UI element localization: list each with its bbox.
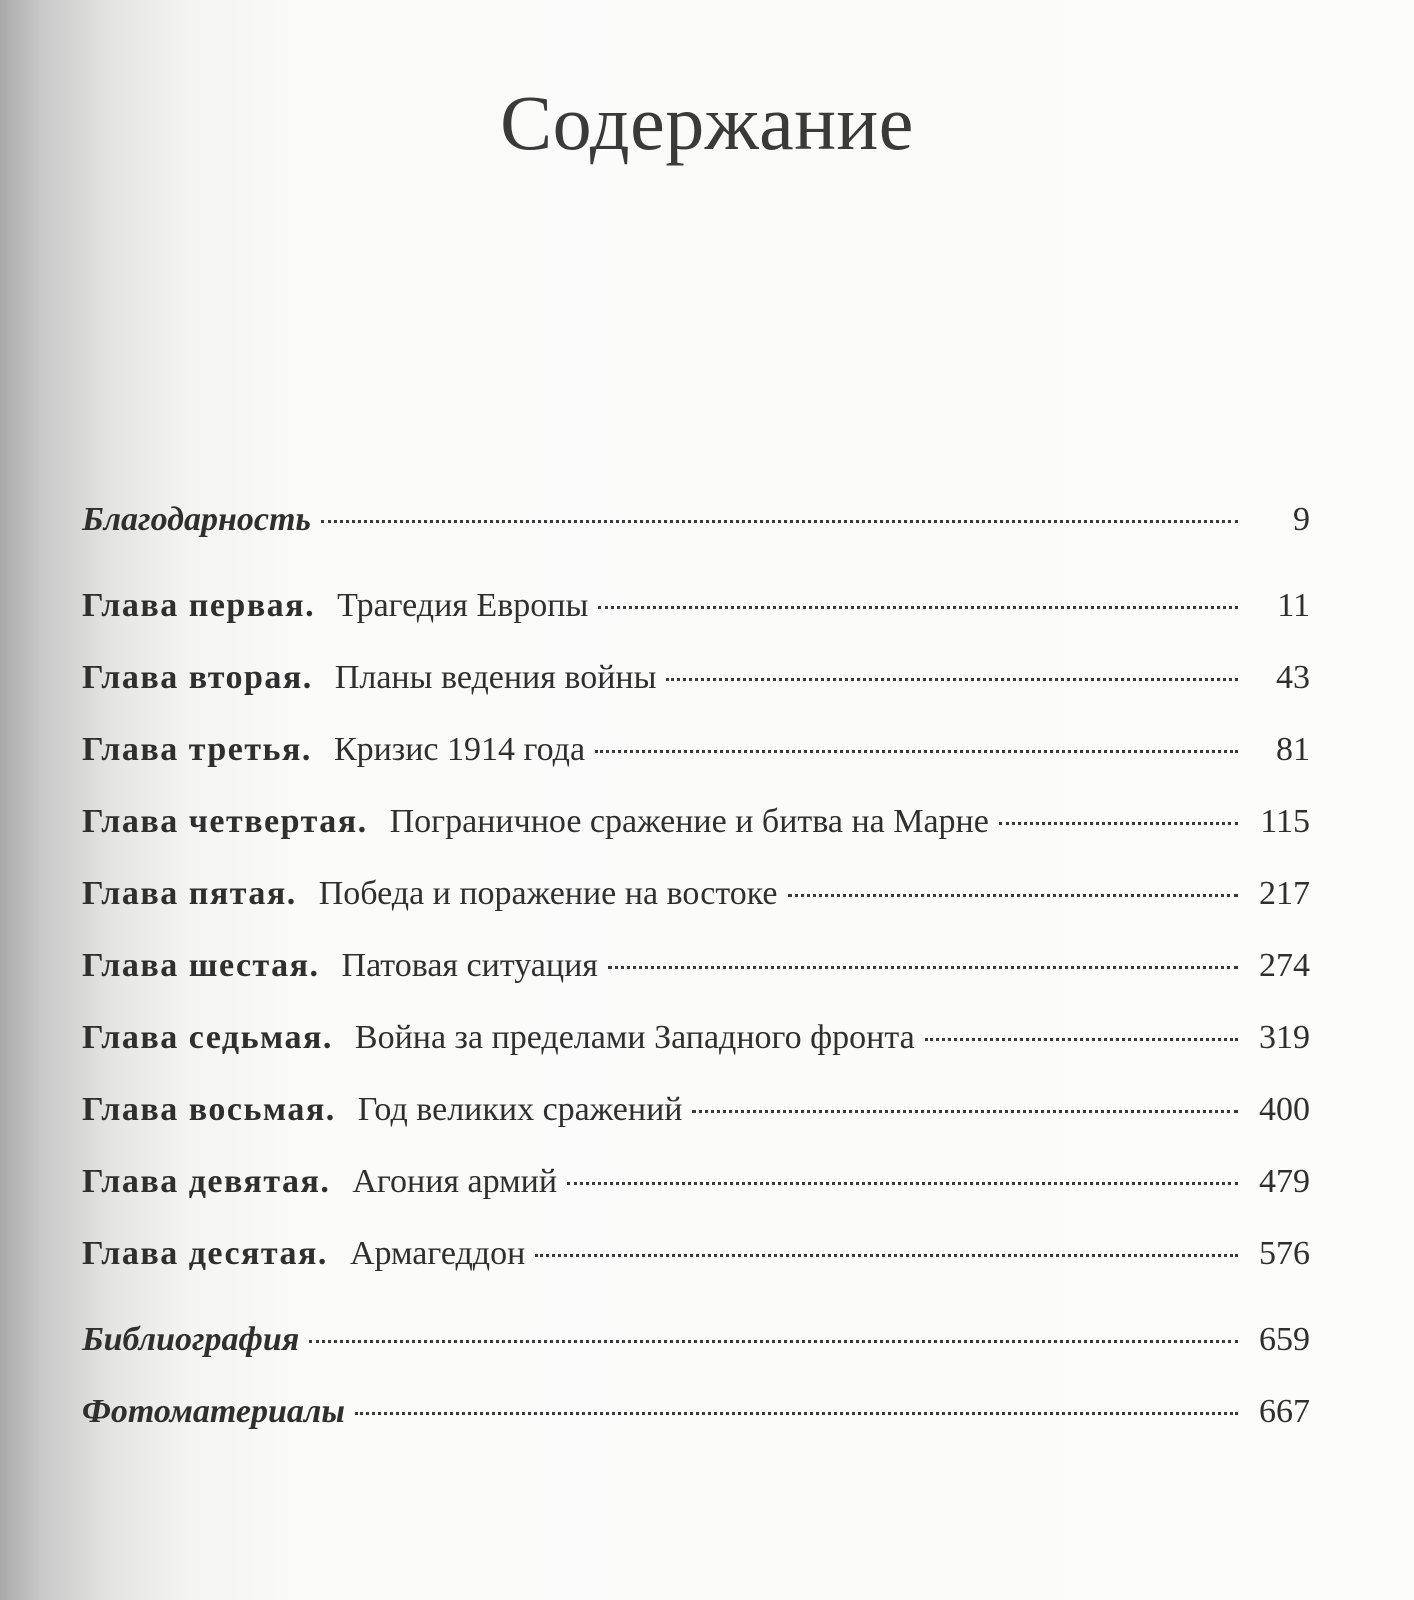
page-number: 659 [1259,1321,1310,1358]
entry-title: Фотоматериалы [82,1393,345,1430]
page-number: 43 [1276,659,1310,696]
chapter-title: Агония армий [352,1163,558,1200]
dot-leader [608,966,1238,969]
toc-entry-chapter-7[interactable] [82,1018,1310,1058]
chapter-label: Глава пятая. [82,875,297,912]
dot-leader [321,520,1238,523]
table-of-contents [82,500,1310,1464]
page-number: 479 [1259,1163,1310,1200]
page-number: 11 [1277,587,1310,624]
chapter-label: Глава шестая. [82,947,320,984]
toc-entry-photos[interactable] [82,1392,1310,1432]
toc-entry-chapter-9[interactable] [82,1162,1310,1202]
chapter-title: Планы ведения войны [334,659,657,696]
dot-leader [788,894,1239,897]
chapter-label: Глава восьмая. [82,1091,336,1128]
chapter-label: Глава третья. [82,731,312,768]
page-number: 400 [1259,1091,1310,1128]
chapter-title: Трагедия Европы [337,587,589,624]
chapter-label: Глава первая. [82,587,316,624]
page-number: 576 [1259,1235,1310,1272]
dot-leader [355,1412,1238,1415]
dot-leader [309,1340,1238,1343]
chapter-title: Армагеддон [349,1235,526,1272]
page-title: Содержание [500,79,914,166]
toc-entry-acknowledgements[interactable] [82,500,1310,540]
toc-entry-chapter-1[interactable] [82,586,1310,626]
page-number: 81 [1276,731,1310,768]
chapter-title: Год великих сражений [357,1091,683,1128]
entry-title: Библиография [82,1321,300,1358]
toc-entry-chapter-6[interactable] [82,946,1310,986]
toc-entry-chapter-4[interactable] [82,802,1310,842]
chapter-label: Глава десятая. [82,1235,328,1272]
dot-leader [535,1254,1238,1257]
toc-entry-bibliography[interactable] [82,1320,1310,1360]
toc-entry-chapter-3[interactable] [82,730,1310,770]
page-number: 9 [1293,501,1310,538]
page-number: 217 [1259,875,1310,912]
toc-entry-chapter-8[interactable] [82,1090,1310,1130]
chapter-title: Война за пределами Западного фронта [354,1019,915,1056]
dot-leader [595,750,1238,753]
page-number: 319 [1259,1019,1310,1056]
dot-leader [925,1038,1238,1041]
toc-entry-chapter-10[interactable] [82,1234,1310,1274]
chapter-label: Глава седьмая. [82,1019,333,1056]
page-number: 667 [1259,1393,1310,1430]
dot-leader [666,678,1238,681]
dot-leader [999,822,1238,825]
page-number: 274 [1259,947,1310,984]
toc-entry-chapter-5[interactable] [82,874,1310,914]
dot-leader [567,1182,1238,1185]
page-number: 115 [1260,803,1310,840]
chapter-label: Глава девятая. [82,1163,331,1200]
dot-leader [692,1110,1238,1113]
dot-leader [598,606,1238,609]
toc-entry-chapter-2[interactable] [82,658,1310,698]
chapter-title: Пограничное сражение и битва на Марне [389,803,989,840]
chapter-label: Глава четвертая. [82,803,368,840]
chapter-title: Патовая ситуация [341,947,598,984]
entry-title: Благодарность [82,501,311,538]
chapter-label: Глава вторая. [82,659,313,696]
chapter-title: Победа и поражение на востоке [318,875,778,912]
chapter-title: Кризис 1914 года [333,731,586,768]
